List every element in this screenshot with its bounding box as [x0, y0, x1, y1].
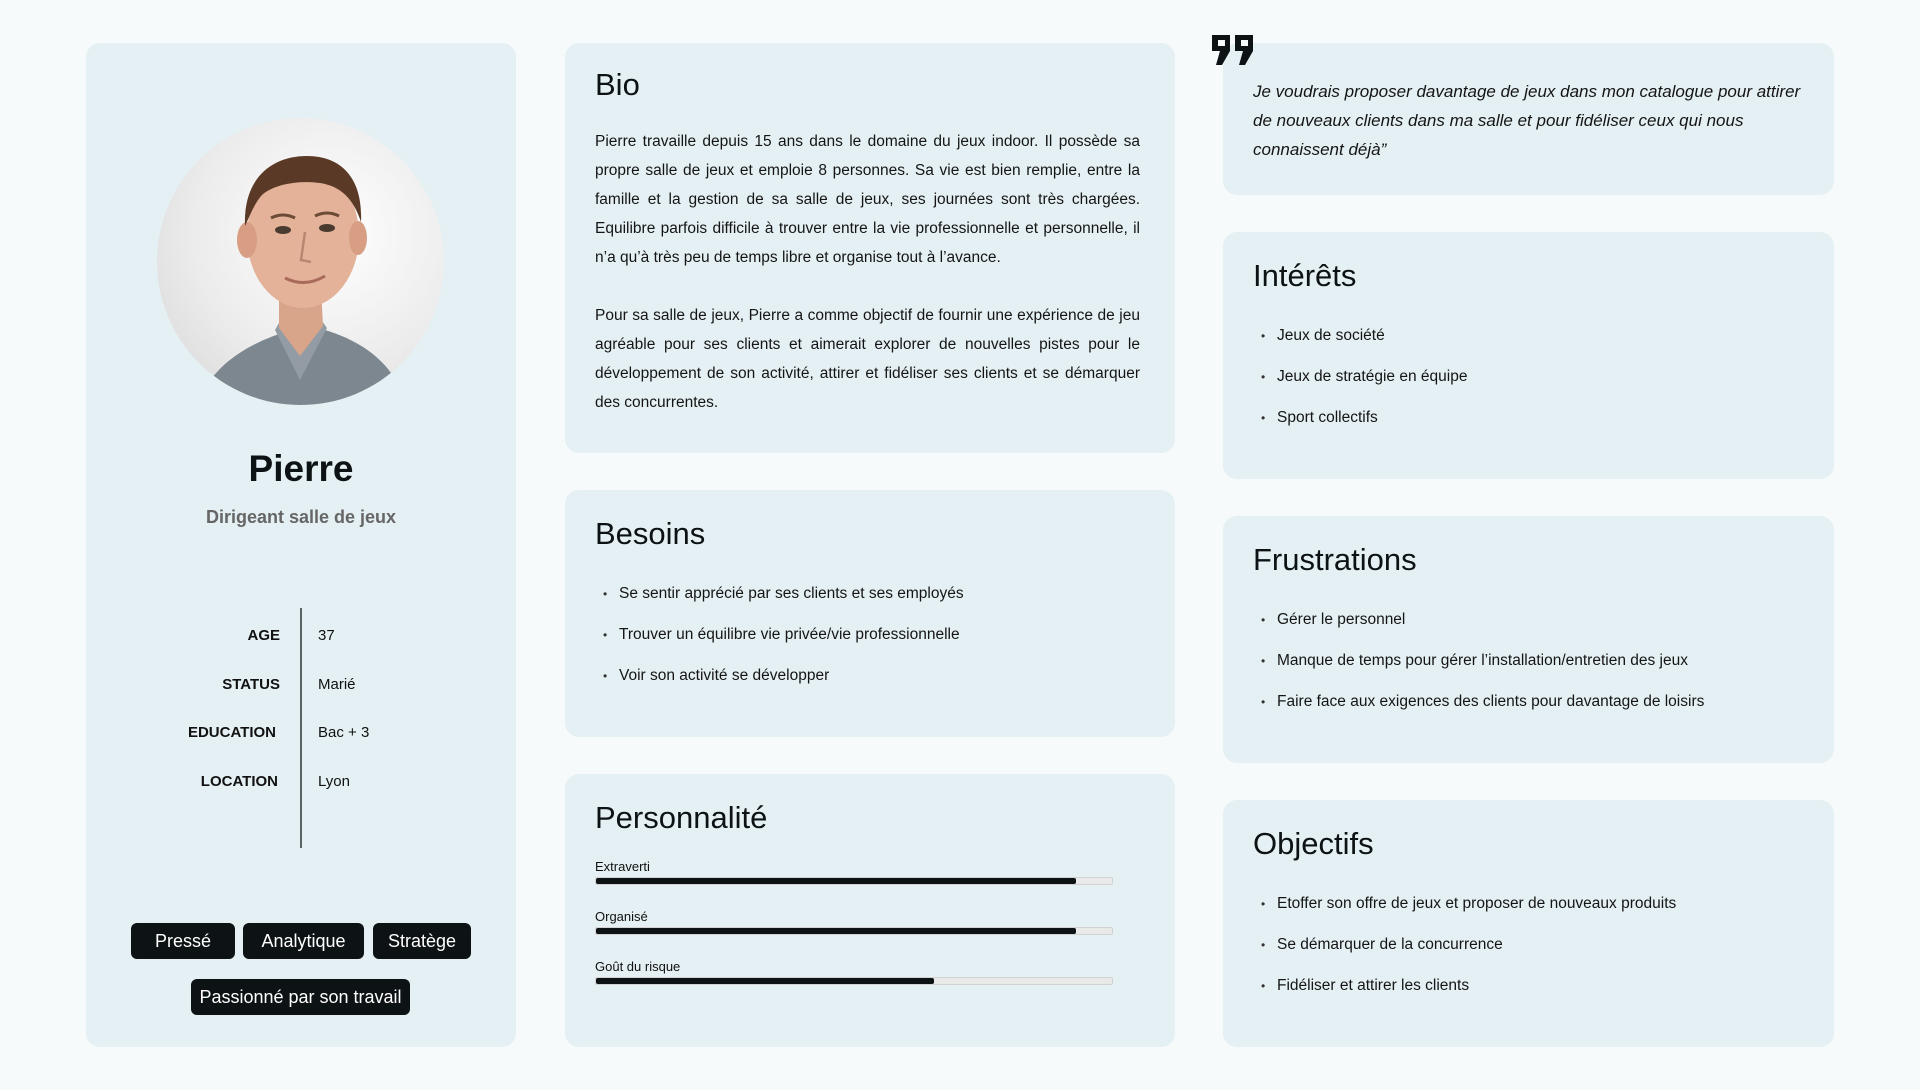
besoins-list: [595, 582, 964, 705]
info-value: 37: [318, 627, 335, 644]
info-row-status: [86, 670, 516, 700]
frustrations-title: Frustrations: [1253, 542, 1417, 577]
list-item: • Se sentir apprécié par ses clients et ses employés: [595, 582, 964, 623]
list-item: • Voir son activité se développer: [595, 664, 964, 705]
list-item: • Se démarquer de la concurrence: [1253, 933, 1676, 974]
bio-paragraph: Pierre travaille depuis 15 ans dans le domaine du jeux indoor. Il possède sa propre salle de jeux et emploie 8 personnes. Sa vie est bien remplie, entre la famille et la gestion de sa salle de jeux, ses journées sont très chargées. Equilibre parfois difficile à trouver entre la vie professionnelle et personnelle, il n’a qu’à très peu de temps libre et organise tout à l’avance.: [595, 133, 1140, 266]
list-item: • Jeux de stratégie en équipe: [1253, 365, 1467, 406]
objectifs-list: [1253, 892, 1676, 1015]
trait-bar-fill: [596, 878, 1076, 884]
info-table: [86, 608, 516, 848]
info-label: STATUS: [222, 676, 280, 693]
trait-gout-du-risque: [595, 959, 1115, 989]
interets-title: Intérêts: [1253, 258, 1357, 293]
trait-label: Extraverti: [595, 859, 650, 874]
trait-label: Organisé: [595, 909, 648, 924]
persona-name: Pierre: [248, 448, 354, 489]
trait-bar: [595, 927, 1113, 935]
tag-stratege: Stratège: [373, 923, 471, 959]
list-item: • Sport collectifs: [1253, 406, 1467, 447]
list-item: • Fidéliser et attirer les clients: [1253, 974, 1676, 1015]
info-label: AGE: [247, 627, 280, 644]
person-portrait-icon: [157, 118, 444, 405]
bio-card: [565, 43, 1175, 453]
info-value: Lyon: [318, 773, 350, 790]
quote-icon: [1210, 33, 1256, 67]
bio-paragraph: Pour sa salle de jeux, Pierre a comme objectif de fournir une expérience de jeu agréable pour ses clients et aimerait explorer de nouvelles pistes pour le développement de son activité, attirer et fidéliser ses clients et se démarquer des concurrentes.: [595, 307, 1140, 411]
trait-bar-fill: [596, 978, 934, 984]
trait-label: Goût du risque: [595, 959, 681, 974]
personnalite-title: Personnalité: [595, 800, 768, 835]
trait-organise: [595, 909, 1115, 939]
trait-bar: [595, 877, 1113, 885]
interets-card: [1223, 232, 1834, 479]
list-item: • Jeux de société: [1253, 324, 1467, 365]
tag-passionne: Passionné par son travail: [191, 979, 410, 1015]
bio-text: [595, 127, 1140, 446]
list-item: • Etoffer son offre de jeux et proposer de nouveaux produits: [1253, 892, 1676, 933]
info-label: EDUCATION: [187, 724, 276, 741]
interets-list: [1253, 324, 1467, 447]
quote-text: Je voudrais proposer davantage de jeux dans mon catalogue pour attirer de nouveaux clients dans ma salle et pour fidéliser ceux qui nous connaissent déjà”: [1253, 82, 1801, 159]
objectifs-title: Objectifs: [1253, 826, 1374, 861]
frustrations-list: [1253, 608, 1704, 731]
tag-analytique: Analytique: [243, 923, 364, 959]
list-item: • Manque de temps pour gérer l’installation/entretien des jeux: [1253, 649, 1704, 690]
info-row-age: [86, 621, 516, 651]
profile-card: [86, 43, 516, 1047]
info-label: LOCATION: [200, 773, 278, 790]
info-value: Bac + 3: [318, 724, 370, 741]
info-value: Marié: [318, 676, 356, 693]
personnalite-card: [565, 774, 1175, 1047]
persona-role: Dirigeant salle de jeux: [205, 507, 397, 527]
info-row-education: [86, 718, 516, 748]
list-item: • Faire face aux exigences des clients pour davantage de loisirs: [1253, 690, 1704, 731]
list-item: • Trouver un équilibre vie privée/vie professionnelle: [595, 623, 964, 664]
objectifs-card: [1223, 800, 1834, 1047]
bio-title: Bio: [595, 67, 640, 102]
trait-bar: [595, 977, 1113, 985]
quote-card: [1223, 43, 1834, 195]
tag-presse: Pressé: [131, 923, 235, 959]
besoins-title: Besoins: [595, 516, 706, 551]
list-item: • Gérer le personnel: [1253, 608, 1704, 649]
besoins-card: [565, 490, 1175, 737]
avatar: [157, 118, 444, 405]
frustrations-card: [1223, 516, 1834, 763]
trait-bar-fill: [596, 928, 1076, 934]
trait-extraverti: [595, 859, 1115, 889]
info-row-location: [86, 767, 516, 797]
